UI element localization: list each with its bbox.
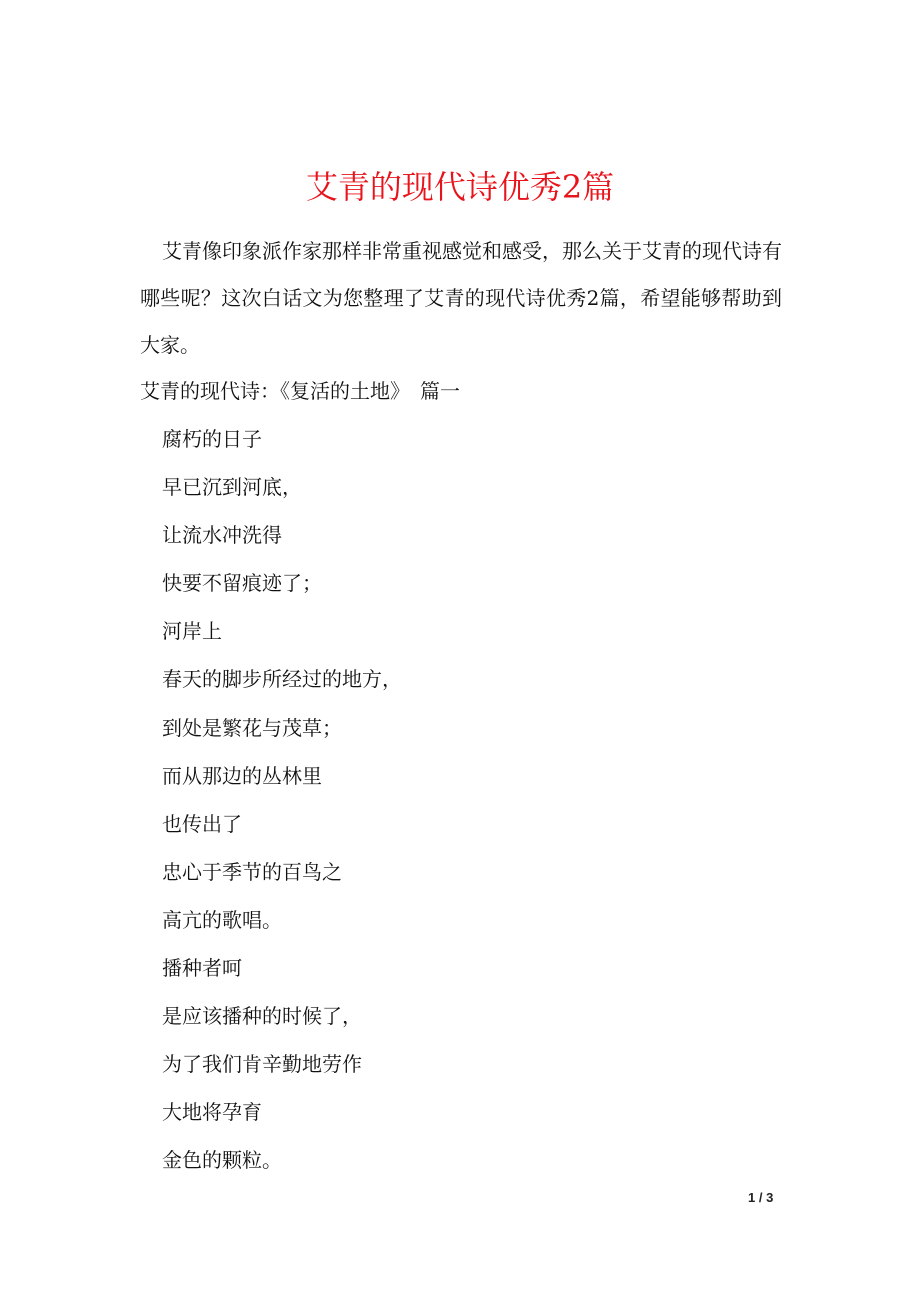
poem-line: 让流水冲洗得	[162, 523, 282, 548]
intro-paragraph: 艾青像印象派作家那样非常重视感觉和感受，那么关于艾青的现代诗有哪些呢？这次白话文为您整理了艾青的现代诗优秀2篇，希望能够帮助到大家。	[140, 239, 782, 357]
page-number: 1 / 3	[748, 1190, 774, 1205]
poem	[162, 415, 402, 1185]
document-title: 艾青的现代诗优秀2篇	[305, 168, 615, 207]
poem-line: 早已沉到河底，	[162, 475, 302, 500]
poem-line: 春天的脚步所经过的地方，	[162, 667, 402, 692]
poem-line: 到处是繁花与茂草；	[162, 715, 342, 740]
poem-line: 金色的颗粒。	[162, 1148, 282, 1173]
poem-line: 也传出了	[162, 811, 242, 836]
poem-line: 高亢的歌唱。	[162, 907, 282, 932]
poem-line: 忠心于季节的百鸟之	[162, 859, 342, 884]
poem-line: 为了我们肯辛勤地劳作	[162, 1052, 362, 1077]
poem-line: 大地将孕育	[162, 1100, 262, 1125]
poem-line: 快要不留痕迹了；	[162, 571, 322, 596]
poem-line: 河岸上	[162, 619, 222, 644]
poem-line: 而从那边的丛林里	[162, 763, 322, 788]
poem-line: 播种者呵	[162, 956, 242, 981]
poem-line: 是应该播种的时候了，	[162, 1004, 362, 1029]
poem-line: 腐朽的日子	[162, 427, 262, 451]
section-title: 艾青的现代诗：《复活的土地》 篇一	[140, 379, 460, 403]
